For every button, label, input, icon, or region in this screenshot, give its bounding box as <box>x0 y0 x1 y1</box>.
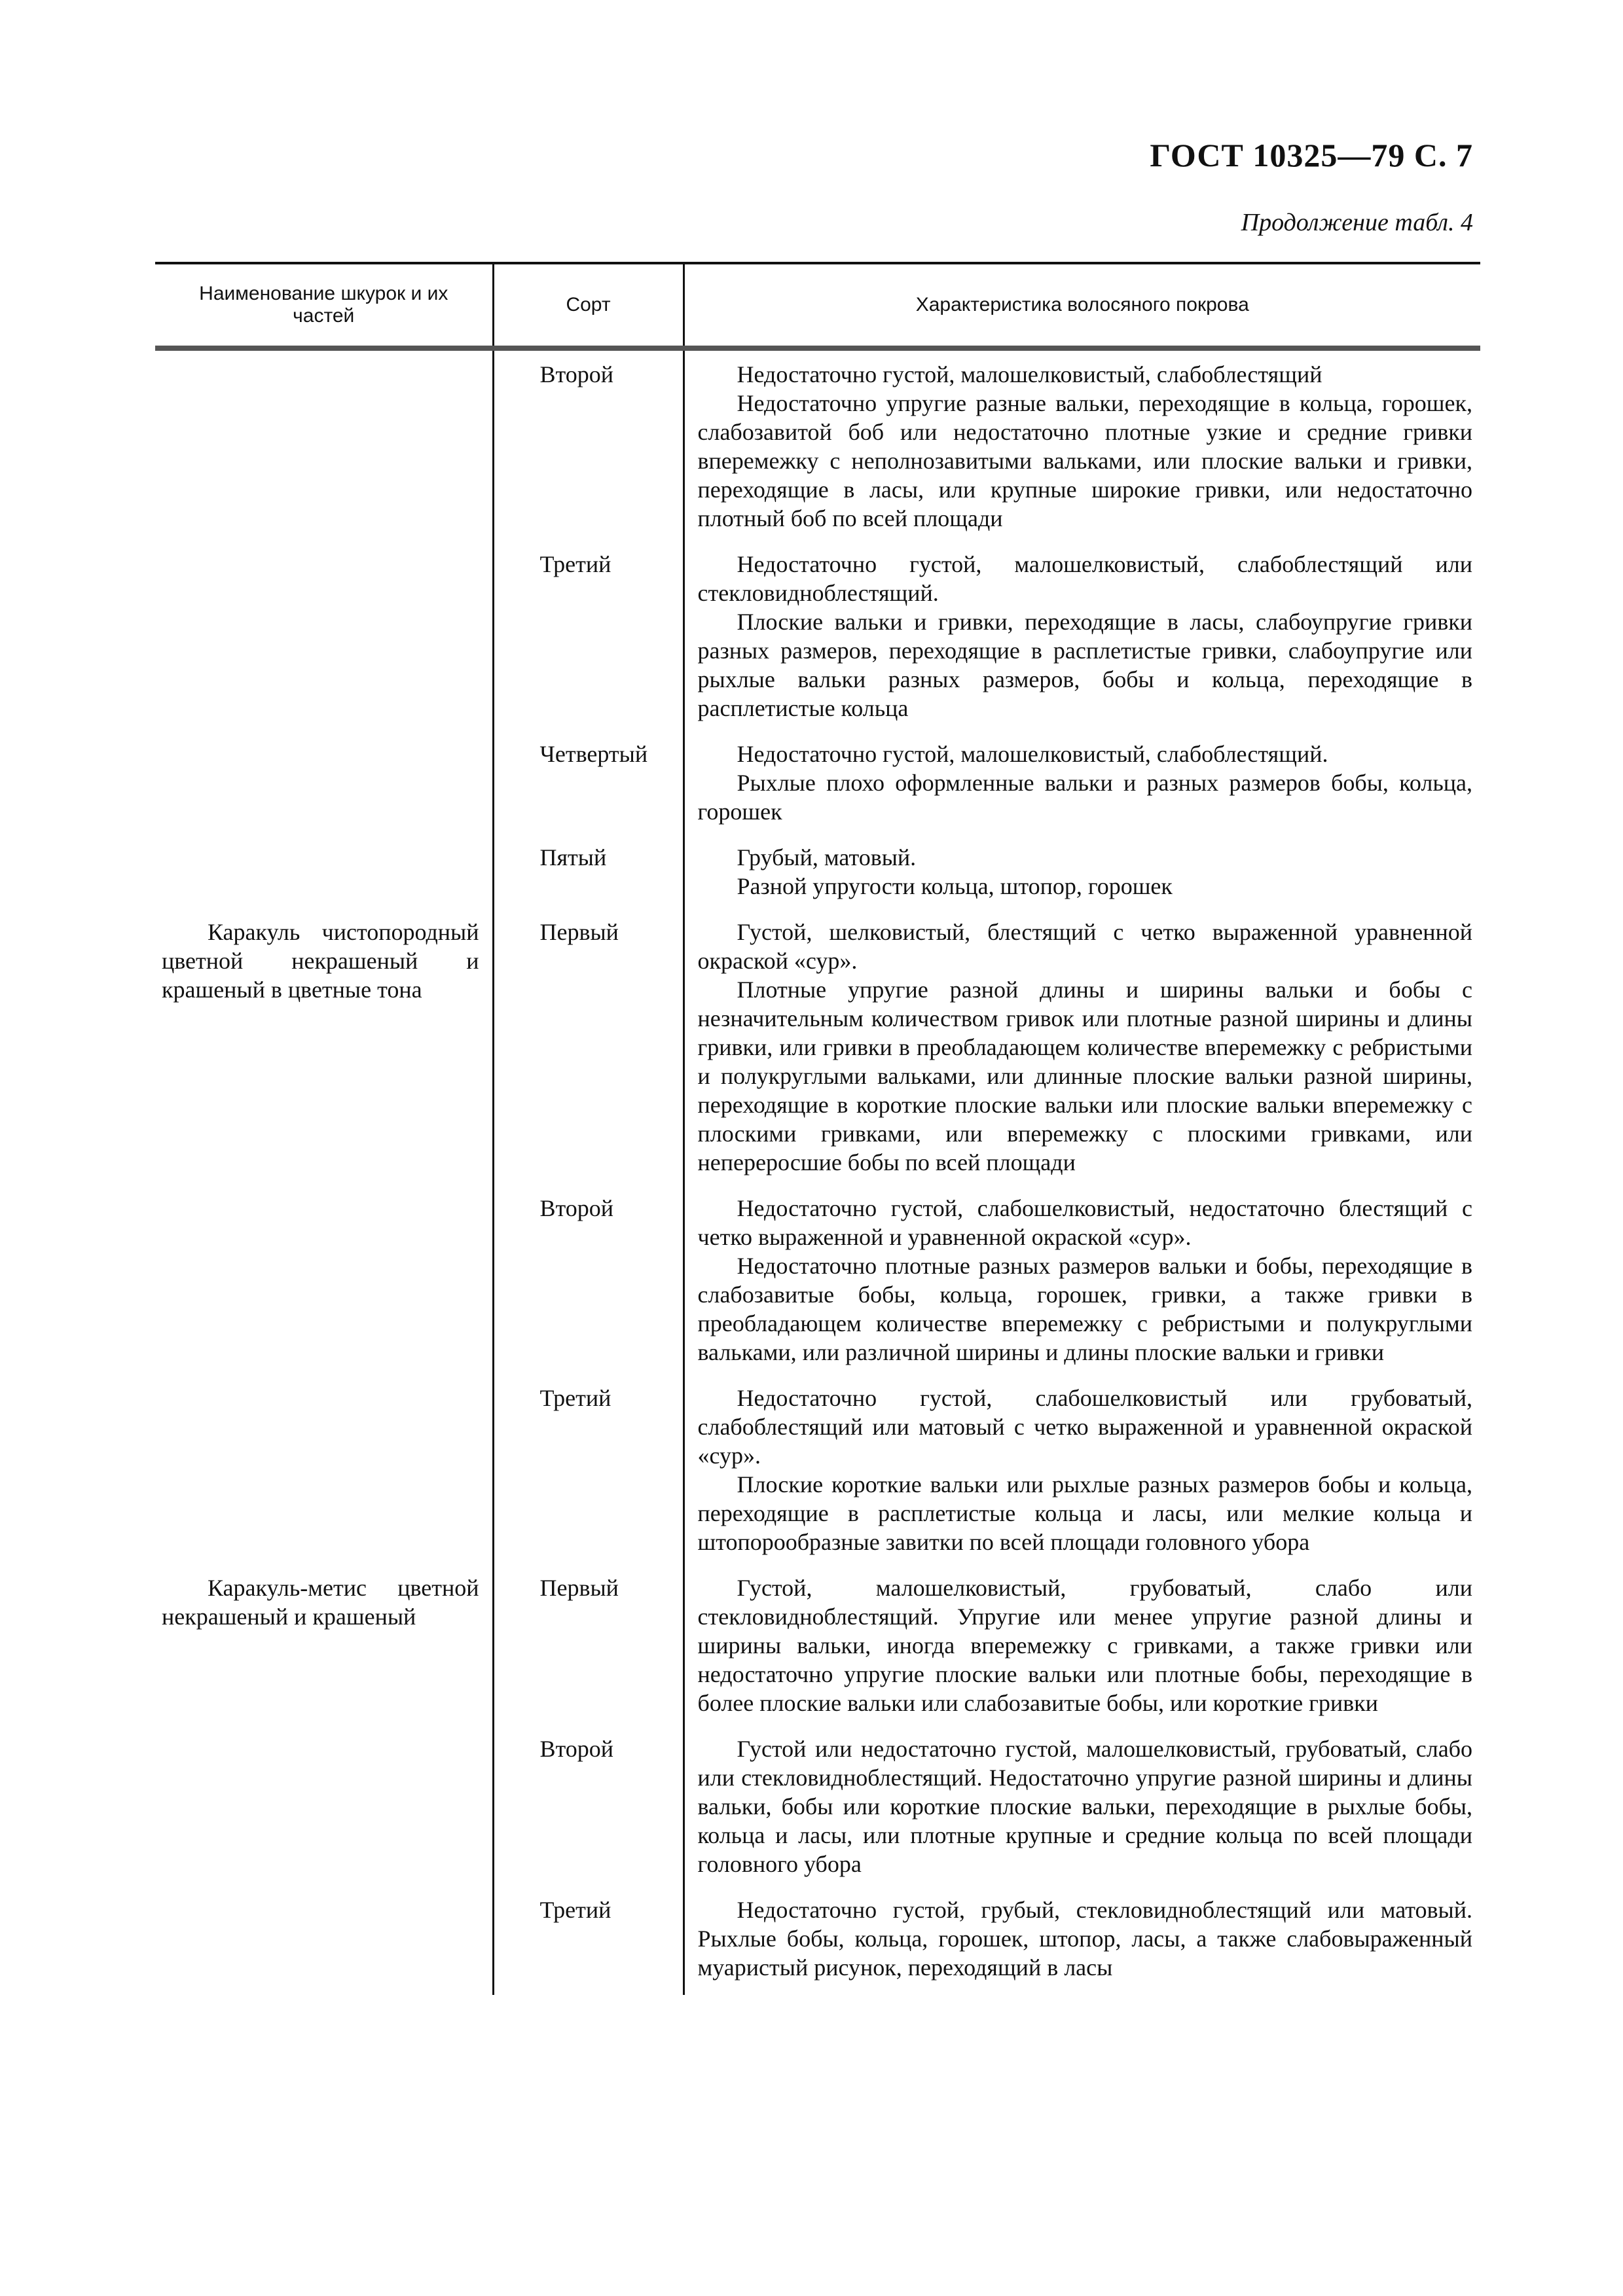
cell-fur-characteristics <box>684 1194 1480 1384</box>
table-row <box>155 348 1480 550</box>
characteristics-paragraph: Недостаточно густой, слабошелковистый или грубоватый, слабоблестящий или матовый с четко выраженной и уравненной окраской «сур». <box>697 1385 1472 1469</box>
characteristics-paragraph: Плоские вальки и гривки, переходящие в ласы, слабоупругие гривки разных размеров, переходящие в расплетистые гривки, слабоупругие или рыхлые вальки разных размеров, бобы и кольца, переходящие в расплетистые кольца <box>697 609 1472 721</box>
cell-grade: Первый <box>493 1573 684 1734</box>
table-row <box>155 1194 1480 1384</box>
characteristics-paragraph: Недостаточно густой, малошелковистый, слабоблестящий <box>737 361 1322 387</box>
product-name-text: Каракуль-метис цветной некрашеный и крашеный <box>162 1575 479 1630</box>
cell-product-name <box>155 550 493 740</box>
cell-fur-characteristics <box>684 918 1480 1194</box>
characteristics-paragraph: Густой, малошелковистый, грубоватый, слабо или стекловидноблестящий. Упругие или менее упругие разной длины и ширины вальки, иногда вперемежку с гривками, а также гривки или недостаточно упругие плоские вальки или плотные бобы, переходящие в более плоские вальки или слабозавитые бобы, или короткие гривки <box>697 1575 1472 1716</box>
table-row <box>155 550 1480 740</box>
cell-product-name <box>155 1194 493 1384</box>
cell-fur-characteristics <box>684 1384 1480 1573</box>
characteristics-paragraph: Недостаточно густой, грубый, стекловидноблестящий или матовый. Рыхлые бобы, кольца, горошек, штопор, ласы, а также слабовыраженный муаристый рисунок, переходящий в ласы <box>697 1897 1472 1981</box>
cell-grade: Третий <box>493 1384 684 1573</box>
cell-product-name <box>155 918 493 1194</box>
cell-fur-characteristics <box>684 1895 1480 1995</box>
cell-grade: Третий <box>493 550 684 740</box>
cell-fur-characteristics <box>684 740 1480 843</box>
characteristics-paragraph: Недостаточно упругие разные вальки, переходящие в кольца, горошек, слабозавитой боб или недостаточно плотные узкие и средние гривки вперемежку с неполнозавитыми вальками, или плоские вальки и гривки, переходящие в ласы, или крупные широкие гривки, или недостаточно плотный боб по всей площади <box>697 390 1472 531</box>
cell-fur-characteristics <box>684 1573 1480 1734</box>
characteristics-paragraph: Недостаточно густой, малошелковистый, слабоблестящий. <box>737 741 1328 767</box>
table-row <box>155 1384 1480 1573</box>
cell-product-name <box>155 1384 493 1573</box>
table-continuation-caption: Продолжение табл. 4 <box>1241 209 1473 236</box>
table-row <box>155 1734 1480 1895</box>
cell-product-name <box>155 1895 493 1995</box>
characteristics-paragraph: Грубый, матовый. <box>737 844 917 870</box>
column-header-description: Характеристика волосяного покрова <box>684 263 1480 348</box>
characteristics-paragraph: Плотные упругие разной длины и ширины вальки и бобы с незначительным количеством гривок или плотные разной ширины и длины гривки, или гривки в преобладающем количестве вперемежку с ребристыми и полукруглыми вальками, или длинные плоские вальки разной ширины, переходящие в короткие плоские вальки или плоские вальки вперемежку с плоскими гривками, или вперемежку с плоскими гривками, или непереросшие бобы по всей площади <box>697 977 1472 1175</box>
page-header-title: ГОСТ 10325—79 С. 7 <box>1150 137 1473 173</box>
cell-product-name <box>155 1573 493 1734</box>
characteristics-paragraph: Густой, шелковистый, блестящий с четко выраженной уравненной окраской «сур». <box>697 919 1472 974</box>
table-header-row <box>155 263 1480 348</box>
column-header-name: Наименование шкурок и их частей <box>155 263 493 348</box>
characteristics-paragraph: Недостаточно густой, слабошелковистый, недостаточно блестящий с четко выраженной и уравненной окраской «сур». <box>697 1195 1472 1250</box>
table-row <box>155 740 1480 843</box>
cell-fur-characteristics <box>684 348 1480 550</box>
cell-product-name <box>155 740 493 843</box>
column-header-grade: Сорт <box>493 263 684 348</box>
cell-product-name <box>155 843 493 918</box>
characteristics-paragraph: Рыхлые плохо оформленные вальки и разных размеров бобы, кольца, горошек <box>697 770 1472 825</box>
cell-grade: Второй <box>493 348 684 550</box>
characteristics-paragraph: Недостаточно плотные разных размеров вальки и бобы, переходящие в слабозавитые бобы, кольца, горошек, гривки, а также гривки в преобладающем количестве вперемежку с ребристыми и полукруглыми вальками, или различной ширины и длины плоские вальки и гривки <box>697 1253 1472 1365</box>
characteristics-paragraph: Густой или недостаточно густой, малошелковистый, грубоватый, слабо или стекловидноблестящий. Недостаточно упругие разной ширины и длины вальки, бобы или короткие плоские вальки, переходящие в рыхлые бобы, кольца и ласы, или плотные крупные и средние кольца по всей площади головного убора <box>697 1736 1472 1877</box>
characteristics-paragraph: Недостаточно густой, малошелковистый, слабоблестящий или стекловидноблестящий. <box>697 551 1472 606</box>
grade-characteristics-table <box>155 262 1480 1995</box>
characteristics-paragraph: Плоские короткие вальки или рыхлые разных размеров бобы и кольца, переходящие в расплетистые кольца и ласы, или мелкие кольца и штопорообразные завитки по всей площади головного убора <box>697 1471 1472 1555</box>
cell-grade: Четвертый <box>493 740 684 843</box>
table-row <box>155 843 1480 918</box>
cell-fur-characteristics <box>684 843 1480 918</box>
cell-grade: Второй <box>493 1194 684 1384</box>
cell-grade: Третий <box>493 1895 684 1995</box>
cell-fur-characteristics <box>684 1734 1480 1895</box>
cell-grade: Второй <box>493 1734 684 1895</box>
table-row <box>155 1895 1480 1995</box>
table-row <box>155 918 1480 1194</box>
cell-grade: Первый <box>493 918 684 1194</box>
table-body <box>155 348 1480 1995</box>
cell-fur-characteristics <box>684 550 1480 740</box>
characteristics-paragraph: Разной упругости кольца, штопор, горошек <box>737 873 1173 899</box>
cell-grade: Пятый <box>493 843 684 918</box>
table-row <box>155 1573 1480 1734</box>
cell-product-name <box>155 348 493 550</box>
cell-product-name <box>155 1734 493 1895</box>
product-name-text: Каракуль чистопородный цветной некрашеный и крашеный в цветные тона <box>162 919 479 1003</box>
